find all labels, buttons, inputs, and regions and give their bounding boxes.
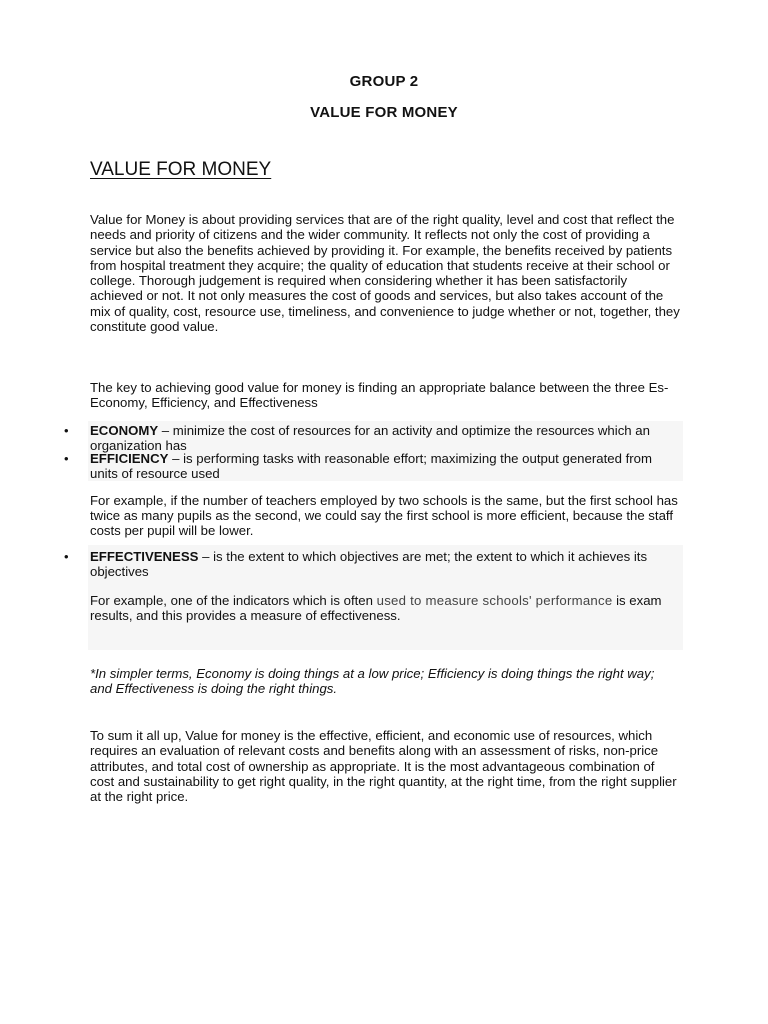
key-paragraph: The key to achieving good value for money is finding an appropriate balance between the three Es- Economy, Efficiency, and Effectiveness — [90, 380, 669, 411]
bullet-symbol: • — [64, 549, 69, 564]
group-title: GROUP 2 — [349, 73, 419, 90]
summary-paragraph: To sum it all up, Value for money is the effective, efficient, and economic use of resources, which requires an evaluation of relevant costs and benefits along with an assessment of risks, non-price attributes, and total cost of ownership as appropriate. It is the most advantageous combination of cost and sustainability to get right quality, in the right quantity, at the right time, from the right supplier at the right price. — [90, 728, 677, 805]
bullet-efficiency — [64, 451, 680, 481]
bullet-economy — [64, 423, 680, 453]
simpler-terms-note: *In simpler terms, Economy is doing things at a low price; Efficiency is doing things the right way; and Effectiveness is doing the right things. — [90, 666, 655, 697]
bullet-term: EFFICIENCY — [90, 451, 169, 466]
effectiveness-example — [90, 593, 680, 623]
bullet-term: EFFECTIVENESS — [90, 549, 199, 564]
document-title: VALUE FOR MONEY — [310, 104, 458, 121]
bullet-text: – minimize the cost of resources for an activity and optimize the resources which an organization has — [90, 423, 650, 453]
bullet-effectiveness — [64, 549, 680, 579]
example-text-end: is exam results, and this provides a measure of effectiveness. — [90, 593, 662, 623]
section-heading: VALUE FOR MONEY — [90, 159, 272, 180]
example-text-mid: used to measure schools' performance — [376, 593, 613, 608]
bullet-symbol: • — [64, 451, 69, 466]
bullet-text: – is performing tasks with reasonable effort; maximizing the output generated from units of resource used — [90, 451, 652, 481]
example-text-start: For example, one of the indicators which is often — [90, 593, 377, 608]
efficiency-example: For example, if the number of teachers employed by two schools is the same, but the first school has twice as many pupils as the second, we could say the first school is more efficient, because the staff costs per pupil will be lower. — [90, 493, 678, 538]
intro-paragraph: Value for Money is about providing services that are of the right quality, level and cost that reflect the needs and priority of citizens and the wider community. It reflects not only the cost of providing a service but also the benefits achieved by providing it. For example, the benefits received by patients from hospital treatment they acquire; the quality of education that students receive at their school or college. Thorough judgement is required when considering whether it has been satisfactorily achieved or not. It not only measures the cost of goods and services, but also takes account of the mix of quality, cost, resource use, timeliness, and convenience to judge whether or not, together, they constitute good value. — [90, 212, 680, 335]
bullet-term: ECONOMY — [90, 423, 159, 438]
bullet-text: – is the extent to which objectives are met; the extent to which it achieves its objectives — [90, 549, 648, 579]
bullet-symbol: • — [64, 423, 69, 438]
